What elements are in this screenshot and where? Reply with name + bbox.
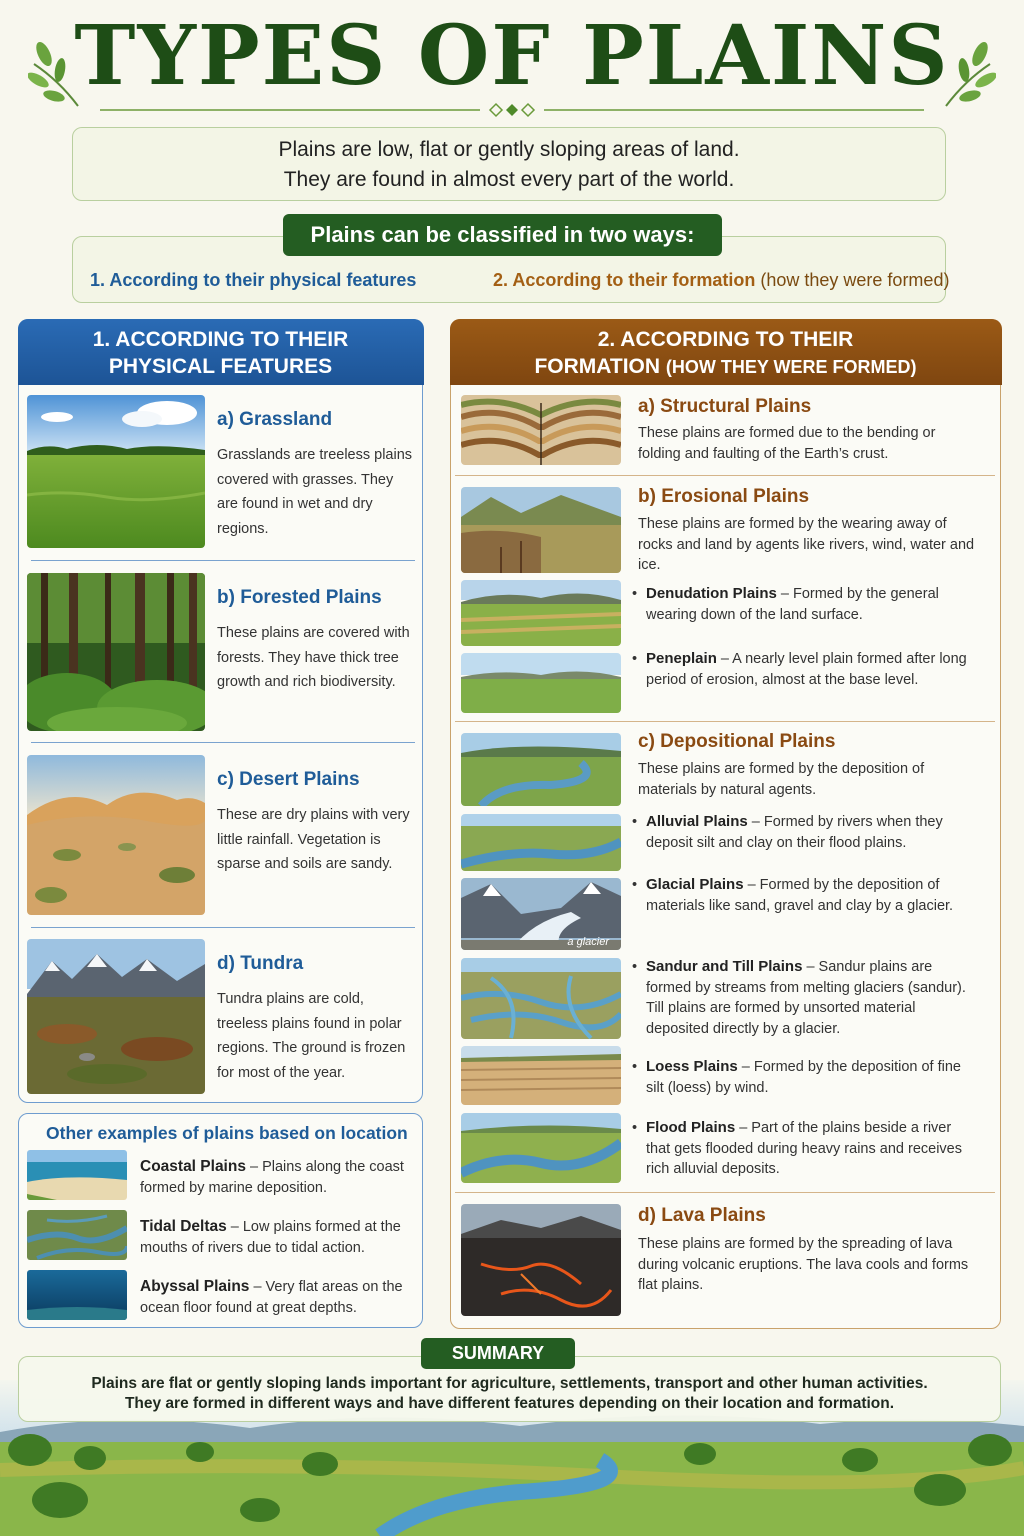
alluvial-plains-name: Alluvial Plains — [646, 813, 748, 830]
grassland-image — [27, 395, 205, 548]
ocean-floor-image — [27, 1270, 127, 1320]
formation-head-sub: (HOW THEY WERE FORMED) — [665, 356, 917, 377]
abyssal-plains-name: Abyssal Plains — [140, 1278, 250, 1295]
depositional-plains-desc: These plains are formed by the deposition of materials by natural agents. — [638, 761, 925, 798]
delta-image — [27, 1210, 127, 1260]
bullet-icon: • — [632, 814, 638, 830]
intro-line-1: Plains are low, flat or gently sloping areas of land. — [278, 138, 740, 161]
tundra-image — [27, 939, 205, 1094]
lava-image — [461, 1204, 621, 1316]
loess-plains-name: Loess Plains — [646, 1058, 738, 1075]
sandur-till-plains-name: Sandur and Till Plains — [646, 958, 803, 975]
lava-plains-desc: These plains are formed by the spreading of lava during volcanic eruptions. The lava cools and forms flat plains. — [638, 1236, 969, 1293]
alluvial-image — [461, 814, 621, 871]
denudation-image — [461, 580, 621, 646]
denudation-plains-bullet — [632, 584, 977, 625]
formation-panel — [450, 319, 1001, 1329]
grassland-item — [27, 395, 413, 550]
formation-head-line-2 — [450, 353, 1002, 381]
summary-line-2: They are formed in different ways and have different features depending on their location and formation. — [124, 1395, 895, 1412]
desert-plains-title: c) Desert Plains — [217, 769, 360, 790]
classification-heading: Plains can be classified in two ways: — [283, 214, 722, 256]
other-examples-box — [18, 1113, 423, 1328]
bullet-icon: • — [632, 651, 638, 667]
divider — [455, 721, 995, 722]
tidal-deltas-text — [140, 1216, 420, 1259]
tidal-deltas-desc: – Low plains formed at the mouths of rivers due to tidal action. — [140, 1219, 401, 1256]
flood-plains-desc: – Part of the plains beside a river that gets flooded during heavy rains and receives rich alluvial deposits. — [646, 1120, 962, 1177]
lava-plains-title: d) Lava Plains — [638, 1205, 766, 1226]
formation-head-main: FORMATION — [534, 354, 661, 378]
divider — [455, 475, 995, 476]
sandur-till-plains-bullet — [632, 957, 977, 1039]
intro-box — [72, 127, 946, 201]
flood-plains-bullet — [632, 1118, 977, 1180]
denudation-plains-name: Denudation Plains — [646, 585, 777, 602]
divider — [455, 1192, 995, 1193]
bullet-icon: • — [632, 959, 638, 975]
alluvial-plains-bullet — [632, 812, 977, 853]
flood-plains-name: Flood Plains — [646, 1119, 736, 1136]
peneplain-bullet — [632, 649, 977, 690]
structural-plains-title: a) Structural Plains — [638, 396, 812, 417]
structural-plains-desc: These plains are formed due to the bending or folding and faulting of the Earth’s crust. — [638, 425, 936, 462]
coastal-plains-desc: – Plains along the coast formed by marine deposition. — [140, 1159, 404, 1196]
formation-header — [450, 319, 1002, 385]
peneplain-name: Peneplain — [646, 650, 717, 667]
forested-plains-item — [27, 573, 413, 733]
tundra-item — [27, 939, 413, 1095]
desert-plains-desc: These are dry plains with very little rainfall. Vegetation is sparse and soils are sandy. — [217, 807, 410, 872]
sandur-till-plains-desc: – Sandur plains are formed by streams from melting glaciers (sandur). Till plains are formed by unsorted material deposited directly by a glacier. — [646, 959, 966, 1037]
loess-plains-desc: – Formed by the deposition of fine silt (loess) by wind. — [646, 1059, 961, 1096]
grassland-desc: Grasslands are treeless plains covered with grasses. They are found in wet and dry regions. — [217, 447, 413, 537]
other-examples-title: Other examples of plains based on location — [46, 1123, 408, 1143]
formation-head-line-1: 2. ACCORDING TO THEIR — [597, 327, 854, 351]
way-2-main: 2. According to their formation — [493, 270, 756, 290]
coastal-plains-item — [27, 1150, 417, 1202]
physical-head-line-1: 1. ACCORDING TO THEIR — [92, 327, 349, 351]
alluvial-plains-desc: – Formed by rivers when they deposit silt and clay on their flood plains. — [646, 814, 943, 851]
glacial-plains-desc: – Formed by the deposition of materials like sand, gravel and clay by a glacier. — [646, 877, 954, 914]
coastal-image — [27, 1150, 127, 1200]
classification-way-1: 1. According to their physical features — [90, 270, 417, 290]
page-title: TYPES OF PLAINS — [74, 8, 950, 104]
glacier-caption: a glacier — [567, 936, 609, 948]
bullet-icon: • — [632, 877, 638, 893]
grassland-title: a) Grassland — [217, 409, 333, 430]
physical-features-panel — [18, 319, 423, 1103]
summary-line-1: Plains are flat or gently sloping lands important for agriculture, settlements, transport and other human activities. — [91, 1375, 928, 1392]
erosional-plains-desc: These plains are formed by the wearing away of rocks and land by agents like rivers, wind, water and ice. — [638, 516, 975, 573]
forested-plains-title: b) Forested Plains — [217, 587, 382, 608]
denudation-plains-desc: – Formed by the general wearing down of the land surface. — [646, 586, 939, 623]
coastal-plains-name: Coastal Plains — [140, 1158, 246, 1175]
bullet-icon: • — [632, 1059, 638, 1075]
peneplain-desc: – A nearly level plain formed after long period of erosion, almost at the base level. — [646, 651, 967, 688]
structural-image — [461, 395, 621, 465]
classification-way-2 — [493, 270, 949, 291]
erosional-image — [461, 487, 621, 573]
depositional-image — [461, 733, 621, 806]
loess-image — [461, 1046, 621, 1105]
physical-head-line-2: PHYSICAL FEATURES — [108, 354, 333, 378]
sandur-image — [461, 958, 621, 1039]
physical-features-header — [18, 319, 424, 385]
bullet-icon: • — [632, 1120, 638, 1136]
divider — [31, 742, 415, 743]
forest-image — [27, 573, 205, 731]
desert-image — [27, 755, 205, 915]
tundra-title: d) Tundra — [217, 953, 304, 974]
glacial-plains-name: Glacial Plains — [646, 876, 744, 893]
divider — [31, 927, 415, 928]
glacial-plains-bullet — [632, 875, 977, 916]
summary-label: SUMMARY — [421, 1338, 575, 1369]
abyssal-plains-item — [27, 1270, 417, 1322]
title-divider — [100, 102, 924, 118]
desert-plains-item — [27, 755, 413, 917]
abyssal-plains-text — [140, 1276, 420, 1319]
tidal-deltas-item — [27, 1210, 417, 1262]
intro-line-2: They are found in almost every part of the world. — [283, 168, 735, 191]
peneplain-image — [461, 653, 621, 713]
divider — [31, 560, 415, 561]
tidal-deltas-name: Tidal Deltas — [140, 1218, 227, 1235]
tundra-desc: Tundra plains are cold, treeless plains found in polar regions. The ground is frozen for most of the year. — [217, 991, 406, 1081]
abyssal-plains-desc: – Very flat areas on the ocean floor found at great depths. — [140, 1279, 403, 1316]
depositional-plains-title: c) Depositional Plains — [638, 731, 836, 752]
glacier-image — [461, 878, 621, 950]
bullet-icon: • — [632, 586, 638, 602]
way-2-sub: (how they were formed) — [760, 270, 950, 290]
flood-plain-image — [461, 1113, 621, 1183]
coastal-plains-text — [140, 1156, 420, 1199]
forested-plains-desc: These plains are covered with forests. They have thick tree growth and rich biodiversity. — [217, 625, 410, 690]
loess-plains-bullet — [632, 1057, 977, 1098]
erosional-plains-title: b) Erosional Plains — [638, 486, 810, 507]
